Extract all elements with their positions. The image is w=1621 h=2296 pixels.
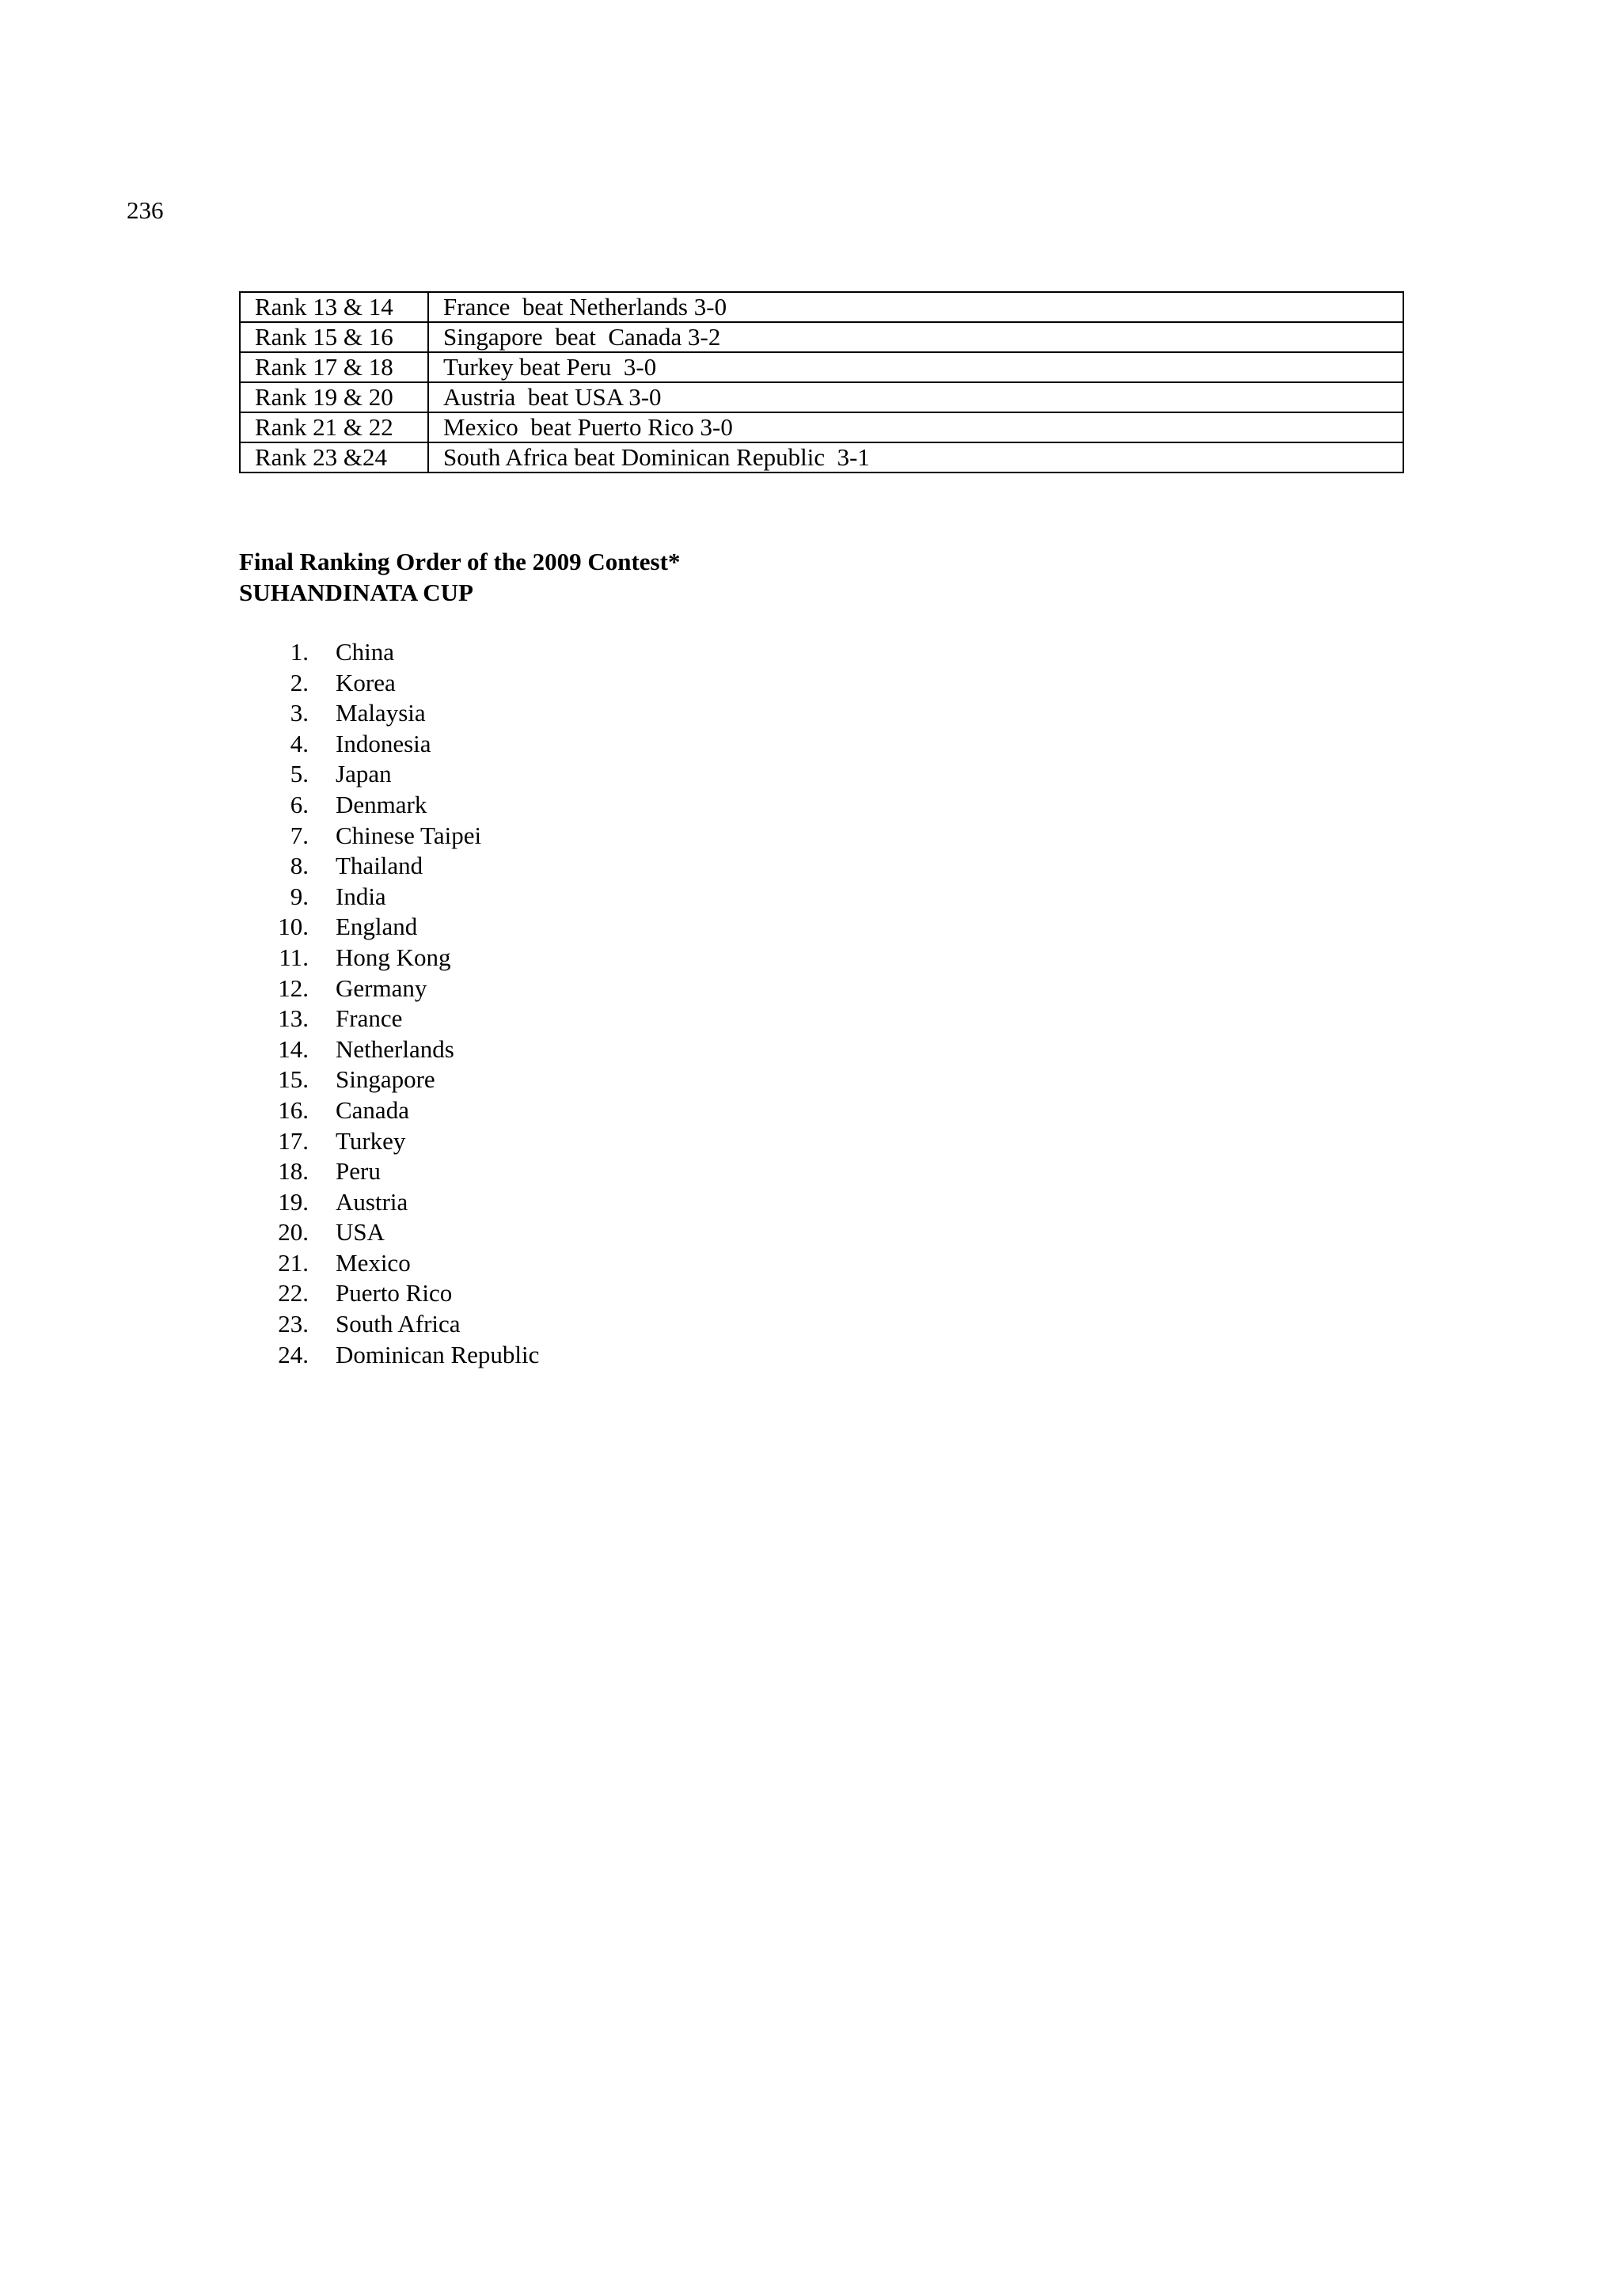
list-country: Chinese Taipei: [336, 821, 482, 849]
rank-cell: Rank 19 & 20: [240, 382, 428, 412]
list-number: 2.: [290, 668, 309, 696]
list-item: [239, 821, 539, 852]
results-table: [239, 291, 1404, 473]
list-item: [239, 1126, 539, 1157]
list-country: Korea: [336, 668, 396, 696]
rank-cell: Rank 23 &24: [240, 442, 428, 472]
result-cell: Singapore beat Canada 3-2: [428, 322, 1403, 352]
list-item: [239, 1095, 539, 1126]
list-country: India: [336, 882, 386, 910]
list-item: [239, 1156, 539, 1187]
list-country: Mexico: [336, 1248, 411, 1277]
list-country: Dominican Republic: [336, 1340, 540, 1368]
list-country: England: [336, 913, 418, 941]
list-item: [239, 1217, 539, 1248]
list-country: Singapore: [336, 1065, 435, 1094]
list-country: Indonesia: [336, 729, 431, 757]
page-number: 236: [127, 196, 164, 224]
rank-cell: Rank 13 & 14: [240, 292, 428, 322]
list-item: [239, 729, 539, 760]
list-item: [239, 1065, 539, 1095]
list-item: [239, 698, 539, 729]
list-number: 6.: [290, 790, 309, 818]
list-country: Peru: [336, 1157, 381, 1186]
heading-subtitle: SUHANDINATA CUP: [239, 579, 473, 606]
list-country: Malaysia: [336, 699, 426, 727]
list-item: [239, 1278, 539, 1309]
result-cell: Austria beat USA 3-0: [428, 382, 1403, 412]
table-row: [240, 352, 1403, 382]
list-item: [239, 973, 539, 1004]
list-number: 15.: [278, 1065, 309, 1094]
table-row: [240, 442, 1403, 472]
list-number: 12.: [278, 973, 309, 1002]
list-item: [239, 1034, 539, 1065]
list-country: Hong Kong: [336, 943, 451, 971]
rank-cell: Rank 17 & 18: [240, 352, 428, 382]
list-item: [239, 759, 539, 790]
list-item: [239, 790, 539, 821]
list-number: 7.: [290, 821, 309, 849]
list-item: [239, 1340, 539, 1371]
list-country: Canada: [336, 1095, 409, 1124]
section-heading: [239, 546, 680, 608]
list-number: 11.: [279, 943, 309, 971]
table-row: [240, 382, 1403, 412]
result-cell: France beat Netherlands 3-0: [428, 292, 1403, 322]
list-country: China: [336, 638, 395, 666]
final-ranking-list: [239, 637, 539, 1370]
list-number: 9.: [290, 882, 309, 910]
list-country: Thailand: [336, 852, 423, 880]
list-country: Austria: [336, 1187, 408, 1216]
list-item: [239, 943, 539, 973]
result-cell: Turkey beat Peru 3-0: [428, 352, 1403, 382]
list-number: 10.: [278, 913, 309, 941]
list-country: Puerto Rico: [336, 1279, 453, 1307]
list-number: 23.: [278, 1310, 309, 1338]
list-number: 18.: [278, 1157, 309, 1186]
list-item: [239, 1309, 539, 1340]
rank-cell: Rank 21 & 22: [240, 412, 428, 442]
table-row: [240, 322, 1403, 352]
list-item: [239, 1004, 539, 1034]
list-item: [239, 637, 539, 668]
list-number: 22.: [278, 1279, 309, 1307]
list-country: Turkey: [336, 1126, 406, 1155]
list-item: [239, 882, 539, 913]
list-country: Netherlands: [336, 1034, 454, 1063]
result-cell: Mexico beat Puerto Rico 3-0: [428, 412, 1403, 442]
list-country: Japan: [336, 760, 392, 788]
list-country: France: [336, 1004, 403, 1033]
list-number: 16.: [278, 1095, 309, 1124]
list-number: 8.: [290, 852, 309, 880]
list-country: South Africa: [336, 1310, 461, 1338]
list-number: 20.: [278, 1218, 309, 1247]
list-number: 3.: [290, 699, 309, 727]
list-number: 24.: [278, 1340, 309, 1368]
list-number: 17.: [278, 1126, 309, 1155]
list-item: [239, 1248, 539, 1279]
rank-cell: Rank 15 & 16: [240, 322, 428, 352]
list-number: 14.: [278, 1034, 309, 1063]
table-row: [240, 412, 1403, 442]
list-number: 19.: [278, 1187, 309, 1216]
list-number: 5.: [290, 760, 309, 788]
list-number: 13.: [278, 1004, 309, 1033]
list-country: Germany: [336, 973, 427, 1002]
list-country: Denmark: [336, 790, 427, 818]
table-row: [240, 292, 1403, 322]
list-item: [239, 1187, 539, 1218]
list-item: [239, 851, 539, 882]
list-number: 21.: [278, 1248, 309, 1277]
list-item: [239, 668, 539, 699]
result-cell: South Africa beat Dominican Republic 3-1: [428, 442, 1403, 472]
list-item: [239, 912, 539, 943]
list-number: 4.: [290, 729, 309, 757]
list-country: USA: [336, 1218, 385, 1247]
heading-title: Final Ranking Order of the 2009 Contest*: [239, 548, 681, 575]
list-number: 1.: [290, 638, 309, 666]
